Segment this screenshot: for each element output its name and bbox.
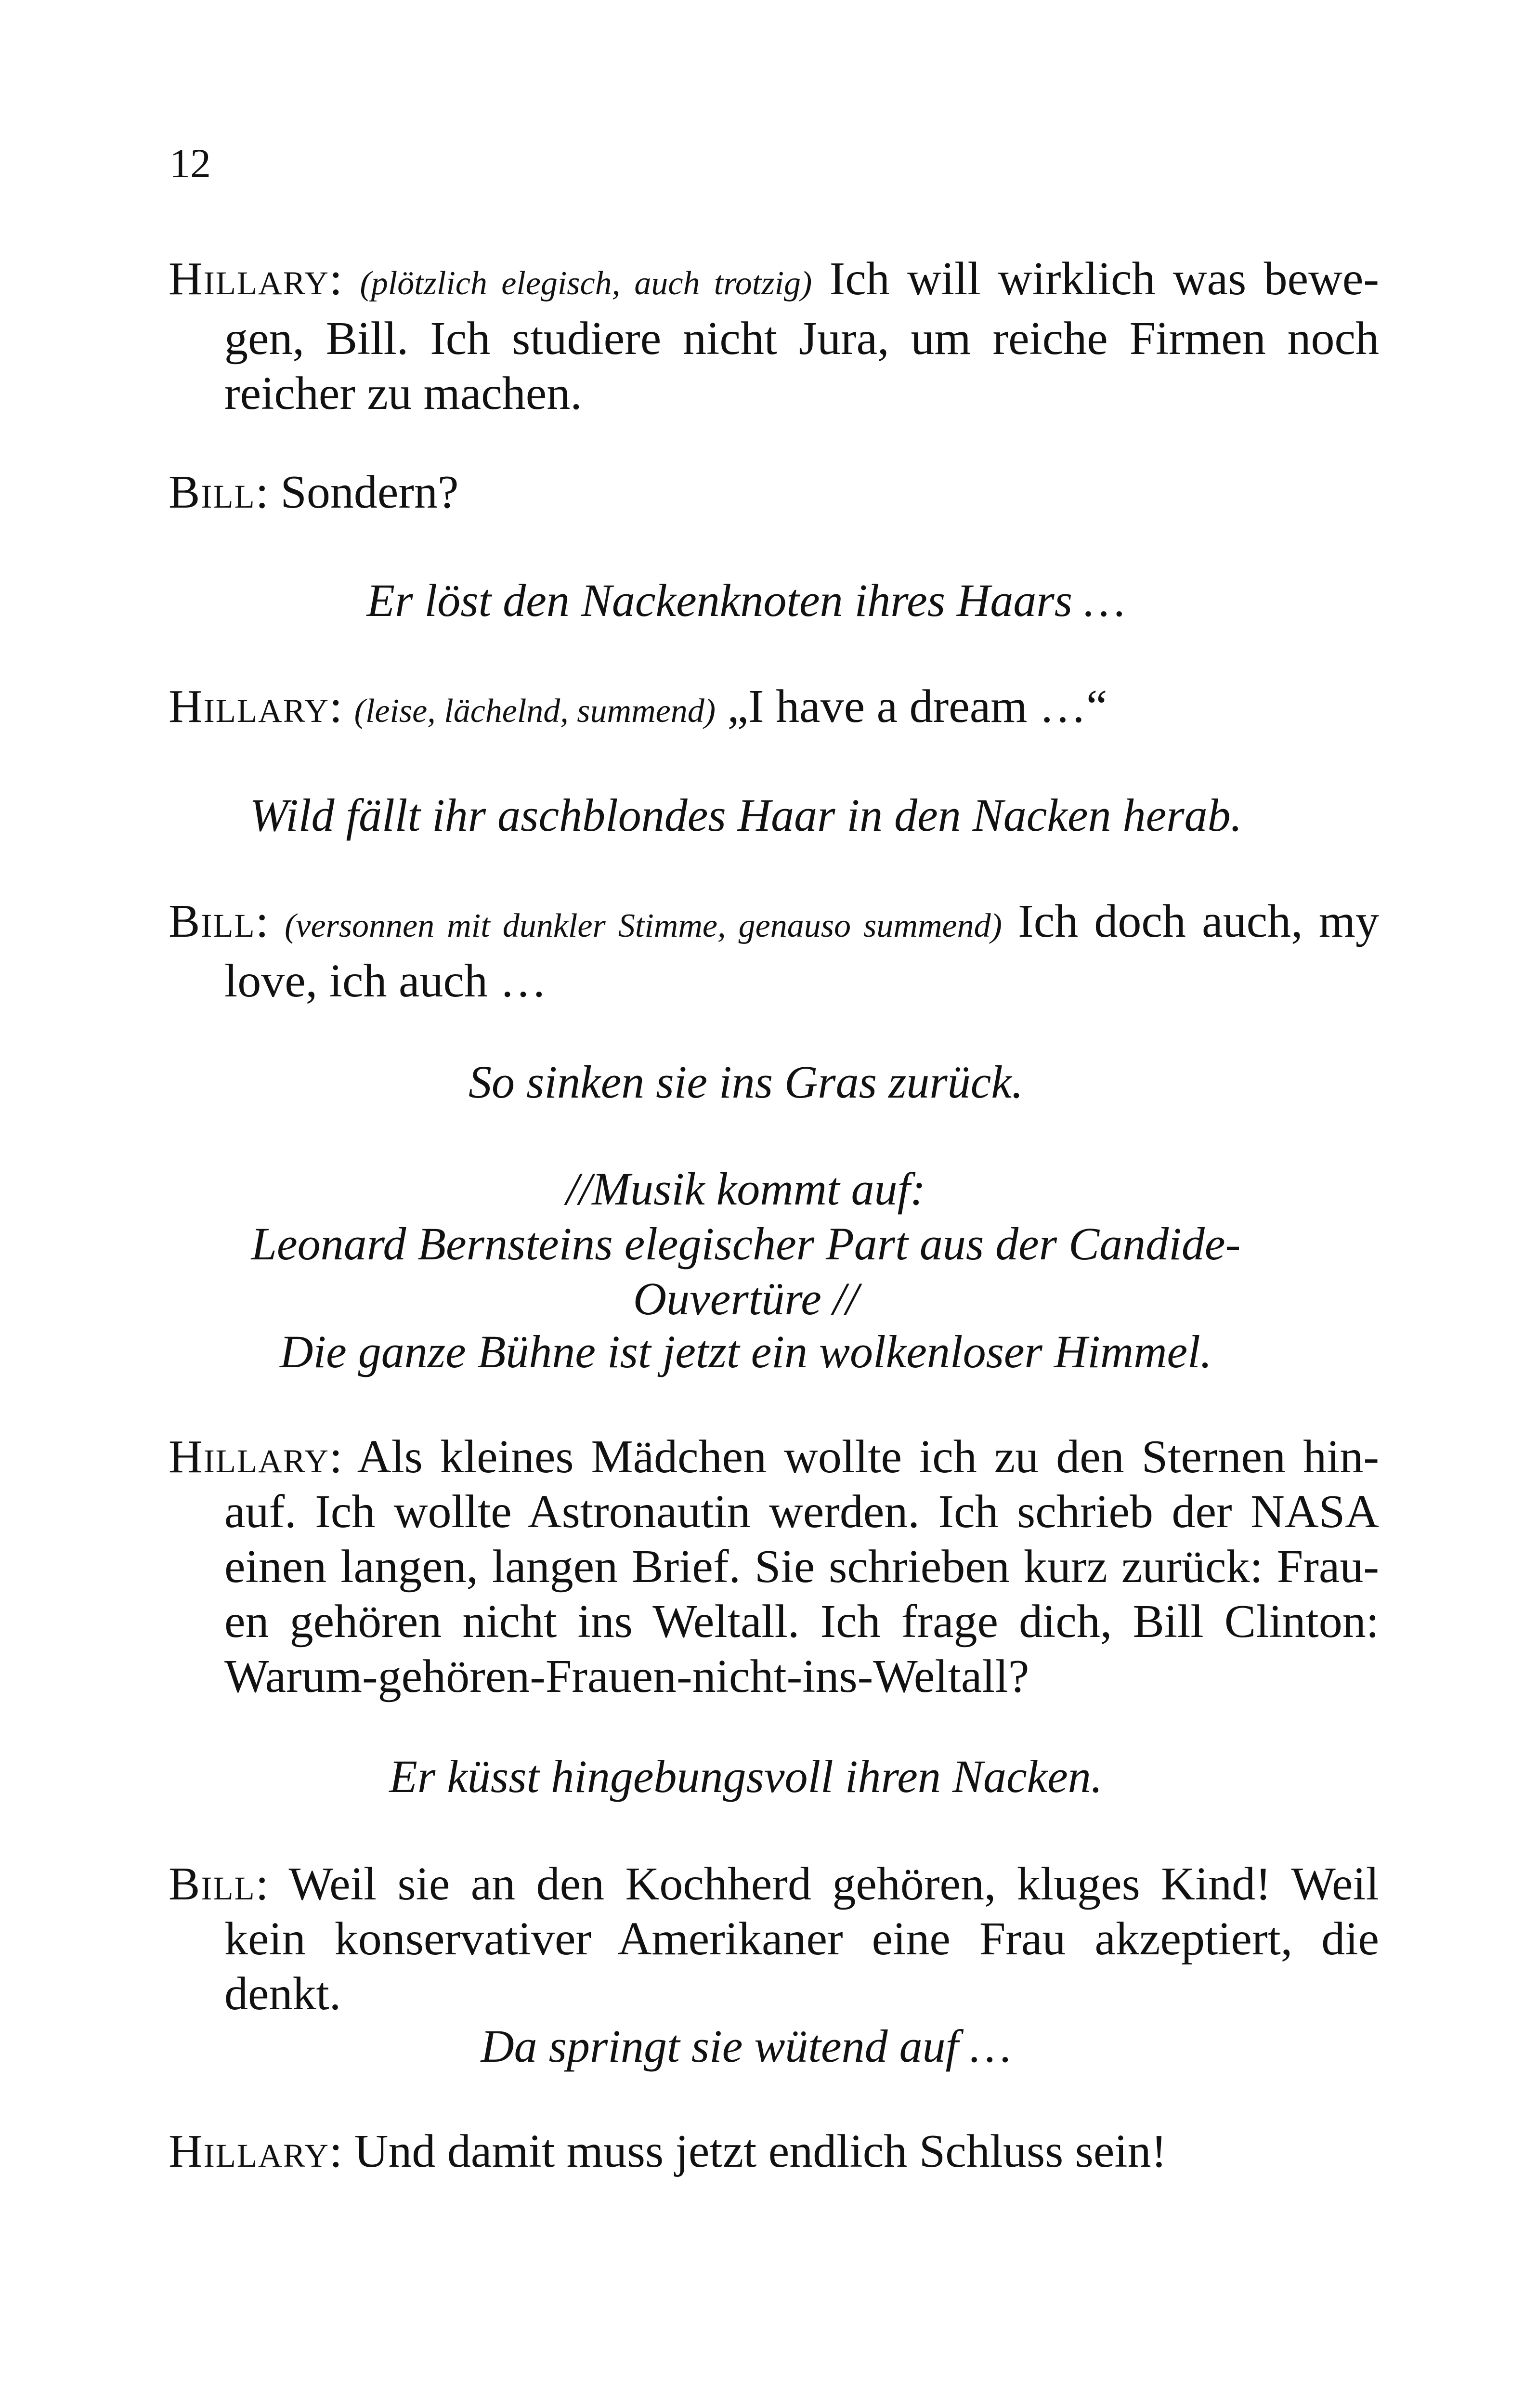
stage-direction-5: Er küsst hingebungsvoll ihren Nacken. bbox=[389, 1751, 1103, 1802]
speaker-separator: : bbox=[329, 681, 354, 733]
dialogue-text: Weil sie an den Kochherd gehören, kluges Kind! Weil kein konservativer Amerikaner eine Frau akzeptiert, die denkt. bbox=[224, 1858, 1379, 2020]
dialogue-bill-3 bbox=[169, 1857, 1379, 2021]
dialogue-text: „I have a dream …“ bbox=[716, 681, 1107, 733]
stage-direction-3: So sinken sie ins Gras zurück. bbox=[469, 1056, 1023, 1108]
speaker-name: Hillary bbox=[169, 1431, 329, 1483]
speaker-name: Hillary bbox=[169, 2125, 329, 2177]
dialogue-hillary-4 bbox=[169, 2124, 1379, 2179]
speaker-separator: : bbox=[329, 2125, 354, 2177]
speaker-separator: : bbox=[255, 1858, 289, 1910]
speaker-name: Hillary bbox=[169, 253, 329, 305]
dialogue-hillary-1 bbox=[169, 251, 1379, 421]
speaker-separator: : bbox=[329, 1431, 357, 1483]
stage-direction-music bbox=[169, 1162, 1323, 1326]
stage-direction-4: Die ganze Bühne ist jetzt ein wolkenloser Himmel. bbox=[280, 1326, 1212, 1377]
stage-direction-inline: (plötzlich elegisch, auch trotzig) bbox=[360, 265, 812, 302]
dialogue-text: Ich will wirklich was bewegen, Bill. Ich studiere nicht Jura, um reiche Firmen noch reicher zu machen. bbox=[224, 253, 1379, 419]
dialogue-bill-1 bbox=[169, 465, 1379, 520]
speaker-separator: : bbox=[255, 895, 285, 947]
music-cue-line-1: //Musik kommt auf: bbox=[566, 1163, 926, 1215]
dialogue-text: Ich doch auch, my love, ich auch … bbox=[224, 895, 1379, 1007]
speaker-name: Bill bbox=[169, 466, 256, 518]
music-cue-line-2: Leonard Bernsteins elegischer Part aus der Candide-Ouvertüre // bbox=[251, 1218, 1241, 1324]
dialogue-bill-2 bbox=[169, 894, 1379, 1008]
speaker-separator: : bbox=[255, 466, 281, 518]
page-number: 12 bbox=[169, 140, 211, 186]
dialogue-text: Als kleines Mädchen wollte ich zu den Sternen hinauf. Ich wollte Astronautin werden. Ich schrieb der NASA einen langen, langen Brief. Sie schrieben kurz zurück: Frauen gehören nicht ins Weltall. Ich frage dich, Bill Clinton: Warum-gehören-Frauen-nicht-ins-Weltall? bbox=[224, 1431, 1379, 1702]
stage-direction-1: Er löst den Nackenknoten ihres Haars … bbox=[366, 575, 1125, 626]
speaker-separator: : bbox=[329, 253, 360, 305]
dialogue-hillary-2 bbox=[169, 679, 1379, 739]
dialogue-text: Und damit muss jetzt endlich Schluss sein! bbox=[354, 2125, 1167, 2177]
dialogue-text: Sondern? bbox=[280, 466, 459, 518]
stage-direction-6: Da springt sie wütend auf … bbox=[481, 2020, 1011, 2072]
stage-direction-inline: (versonnen mit dunkler Stimme, genauso summend) bbox=[285, 907, 1002, 944]
speaker-name: Bill bbox=[169, 1858, 256, 1910]
speaker-name: Hillary bbox=[169, 681, 329, 733]
dialogue-hillary-3 bbox=[169, 1429, 1379, 1704]
stage-direction-2: Wild fällt ihr aschblondes Haar in den Nacken herab. bbox=[249, 789, 1242, 841]
stage-direction-inline: (leise, lächelnd, summend) bbox=[354, 693, 716, 730]
speaker-name: Bill bbox=[169, 895, 256, 947]
